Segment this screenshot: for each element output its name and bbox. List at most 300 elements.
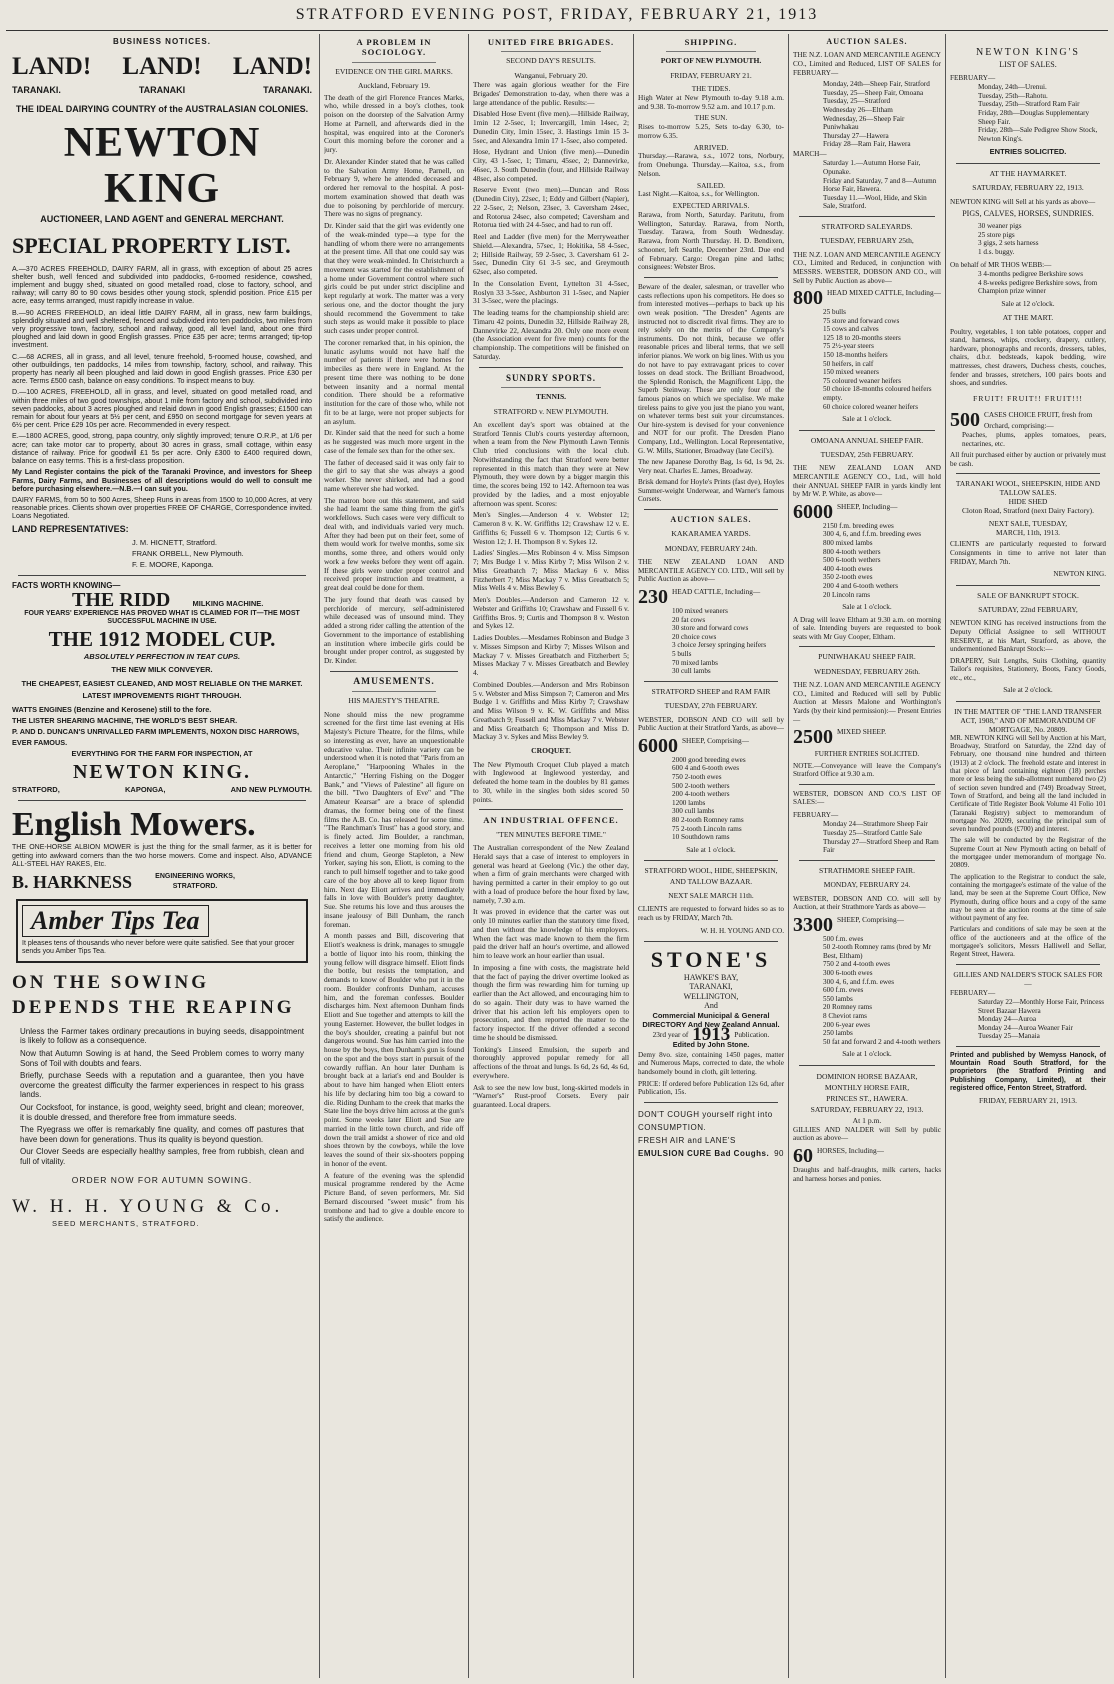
lot-item: 50 heifers, in calf	[823, 359, 874, 368]
croquet-heading: CROQUET.	[531, 746, 571, 756]
divider	[644, 860, 778, 861]
column-business-notices	[12, 34, 312, 1678]
cough-last-line	[638, 1147, 784, 1160]
sale-date-item: Wednesday 26—Eltham	[823, 105, 893, 114]
mart-text: Poultry, vegetables, 1 ton table potatoes, copper and stand, harness, whips, crockery, drapery, cutlery, hardware, phonographs and records, dressers, tables, chairs, d.b.r. bedsteads, kapok bedding, wire mattresses, chest drawers, Duchess chests, couches, fender and brasses, stretchers, 100 pairs boots and shoes, and sundries.	[950, 327, 1106, 388]
hide-next-date: MARCH, 11th, 1913.	[996, 528, 1060, 538]
saleyards-count: 800	[793, 287, 823, 310]
lot-item: 75 2-tooth Lincoln rams	[672, 824, 742, 833]
taranaki-word: TARANAKI.	[12, 85, 61, 96]
lot-item: 50 2-tooth Romney rams (bred by Mr Best, Eltham)	[823, 943, 932, 960]
shipping-body	[638, 85, 784, 272]
lot-item: 550 lambs	[823, 994, 853, 1003]
gn-feb-heading: FEBRUARY—	[950, 988, 996, 997]
article-para: A month passes and Bill, discovering that Eliott's weakness is drink, manages to smuggle a bottle of liquor into his room, thinking the young fellow will disgrace himself. Eliott finds the bottle, but resists the temptation, and demands to know of Boulder who put it in the room. Boulder confronts Dunham, accuses him, and the foreman confesses. Boulder discharges him. Next afternoon Dunham finds Eliott and Sue together and attempts to kill the young Easterner. However, the bullet lodges in the boy's shoulder, creating a painful but not dangerous wound. Sue has him carried into the house by the boys, then Dunham's gun is found on the spot and the boys start in pursuit of the cowardly ruffian. An hour later Dunham is brought back at a lariat's end and Boulder is about to have him hanged when Eliott enters his life by declaring him too big a coward to die. Riding Dunham to the creek that marks the State line the boys drive him across at the gun's point. Some weeks later Eliott and Sue are married in the little town church, and ride off down the trail amidst a shower of rice and old shoes thrown by the cowboys, while the love leaves the sound of their six-shooters popping in honor of the event.	[324, 931, 464, 1168]
tides-heading: THE TIDES.	[691, 84, 731, 94]
dresden-notice: Beware of the dealer, salesman, or traveller who casts reflections upon his competitors. He does so from interested motives—perhaps to back up his own weak position. "The Dresden" Agents are instructed not to discredit rival firms. They are to rely solely on the merits of the Company's instruments. Do not think, because we offer reasonable prices and liberal terms, that we sell inferior pianos. We work on big lines. With us you do not have to pay extravagant prices to cover losses on dead stock. The Brilliant Broadwood, the Splendid Ronisch, the Magnificent Lipp, the Superb Steinway. These are only four of the famous pianos on which we specialise. We make tireless pains to give you just the piano you want, on whatever terms best suit your circumstances. Our hire-system is devised for your convenience and NOT for our profit. The Dresden Piano Company, Ltd., Wellington. Local Representative, G. W. Mills, Stationer, Broadway (late Cecil's).	[638, 283, 784, 455]
tennis-heading: TENNIS.	[535, 392, 567, 402]
fruit-count: 500	[950, 409, 980, 432]
article-para: The jury found that death was caused by perchloride of mercury, self-administered while deceased was of unsound mind. They added a strong rider calling the attention of the Government to the importance of establishing an institution where imbecile girls could be brought under proper control, as suggested by Dr. Kinder.	[324, 594, 464, 666]
article-para: A feature of the evening was the splendid musical programme rendered by the Acme Picture Band, of seven performers, Mr. Sid Bernard discoursed "sweet music" from his trombone and had to give a double encore to satisfy the audience.	[324, 1170, 464, 1224]
entries-solicited: ENTRIES SOLICITED.	[989, 147, 1067, 157]
lot-item: 200 6-year ewes	[823, 1020, 871, 1029]
column-rule	[468, 34, 469, 1678]
land-word: LAND!	[232, 53, 312, 81]
lot-item: 20 choice cows	[672, 632, 717, 641]
lot-item: 10 Southdown rams	[672, 833, 730, 842]
stones-year: 1913	[692, 1023, 731, 1045]
auction-sales-heading: AUCTION SALES.	[826, 37, 908, 46]
sale-date-item: Tuesday, 25th—Stratford Ram Fair	[978, 100, 1080, 109]
sowing-para: Now that Autumn Sowing is at hand, the Seed Problem comes to worry many Sons of Toil with doubts and fears.	[20, 1048, 304, 1068]
stones-price: PRICE: If ordered before Publication 12s 6d, after Publication, 15s.	[638, 1079, 784, 1097]
pig-items	[964, 222, 1106, 256]
notices-body	[638, 283, 784, 504]
tennis-body	[473, 421, 629, 742]
gillies-count-line	[793, 1146, 941, 1166]
lot-item: 750 2 and 4-tooth ewes	[823, 960, 891, 969]
ideal-dairying: THE IDEAL DAIRYING COUNTRY of the AUSTRALASIAN COLONIES.	[15, 103, 309, 114]
fire-brigades-dateline: Wanganui, February 20.	[514, 70, 588, 80]
article-para: Ladies' Singles.—Mrs Robinson 4 v. Miss Simpson 7; Mrs Budge 1 v. Miss Kirby 7; Miss Wilson 2 v. Miss Greatbatch 7; Miss Mackay 6 v. Miss Fitzherbert 7; Miss Mackay 7 v. Miss Greatbatch 5; Miss Wells 4 v. Miss Bewley 6.	[473, 548, 629, 593]
lot-item: 75 2½-year steers	[823, 342, 874, 351]
omoana-items	[809, 522, 941, 599]
divider	[479, 367, 623, 368]
sowing-para: The Ryegrass we offer is remarkably fine quality, and comes off pastures that have been down for generations. Thus its quality is beyond question.	[20, 1125, 304, 1144]
haymarket-sale-time: Sale at 12 o'clock.	[1001, 298, 1055, 308]
sun-text: Rises to-morrow 5.25, Sets to-day 6.30, to-morrow 6.35.	[638, 122, 784, 140]
wool-heading: STRATFORD WOOL, HIDE, SHEEPSKIN, AND TALLOW BAZAAR.	[644, 866, 778, 886]
gillies-horses: Draughts and half-draughts, milk carters, hacks and harness horses and ponies.	[793, 1166, 941, 1183]
divider	[799, 646, 935, 647]
lot-item: 500 f.m. ewes	[823, 934, 864, 943]
article-para: It was proved in evidence that the carter was out only 10 minutes earlier than the statutory time fixed, and then without the knowledge of his employers. When the fact was made known to them the firm paid the driver half an hour's overtime, and allowed him to leave work an hour earlier than usual.	[473, 907, 629, 961]
sheep-fair-count: 6000	[638, 734, 678, 757]
omoana-date: TUESDAY, 25th FEBRUARY.	[820, 450, 914, 460]
divider	[644, 941, 778, 942]
divider	[956, 964, 1100, 965]
lot-item: 20 Lincoln rams	[823, 590, 871, 599]
machinery-list	[12, 704, 312, 759]
article-para: Hose, Hydrant and Union (five men).—Dunedin City, 43 1-5sec, 1; Timaru, 45sec, 2; Dannevirke, 46sec, 3. South Dunedin (four, and Hillside Railway 48sec, also competed.	[473, 147, 629, 183]
omoana-heading: OMOANA ANNUAL SHEEP FAIR.	[810, 435, 924, 445]
theatre-heading: HIS MAJESTY'S THEATRE.	[348, 696, 440, 706]
column-rule	[945, 34, 946, 1678]
taranaki-word: TARANAKI.	[263, 85, 312, 96]
sheep-fair-items	[658, 756, 784, 842]
strathmore-heading: STRATHMORE SHEEP FAIR.	[819, 865, 915, 875]
sheep-fair-heading: STRATFORD SHEEP and RAM FAIR	[651, 686, 771, 696]
sailed-text: Last Night.—Kaitoa, s.s., for Wellington.	[638, 189, 760, 199]
mart-heading: AT THE MART.	[1002, 313, 1054, 323]
property-item: B.—90 ACRES FREEHOLD, an ideal little DAIRY FARM, all in grass, new farm buildings, splendidly situated and well sheltered, fenced and subdivided into ten paddocks, two miles from very progressive town, factory, school and railway, good, all level land, about one third ploughed and laid down in good English grasses. Price £35 per acre; terms arranged; tip-top investment.	[12, 308, 312, 350]
fire-brigades-subheading: SECOND DAY'S RESULTS.	[506, 56, 596, 66]
sale-date-item: Wednesday, 26—Sheep Fair Puniwhakau	[823, 114, 905, 132]
article-para: Disabled Hose Event (five men).—Hillside Railway, 1min 12 2-5sec, 1; Invercargill, 1min 14sec, 2; Dunedin City, 1min 15sec, 3. Hastings 1min 15 3-5sec, and Alexandra 1min 17 1-5sec, also competed.	[473, 109, 629, 145]
divider	[956, 473, 1100, 474]
puniwhakau-further: FURTHER ENTRIES SOLICITED.	[814, 750, 920, 759]
divider	[644, 277, 778, 278]
lot-item: 300 4, 6, and f.f.m. ewes	[823, 977, 895, 986]
cheapest-line: THE CHEAPEST, EASIEST CLEANED, AND MOST RELIABLE ON THE MARKET.	[21, 678, 303, 688]
pigs-heading: PIGS, CALVES, HORSES, SUNDRIES.	[962, 209, 1094, 219]
omoana-count: 6000	[793, 500, 833, 523]
sowing-para: Briefly, purchase Seeds with a reputation and a guarantee, then you have overcome the greatest difficulty the farmer experiences in respect to his grass lands.	[20, 1071, 304, 1100]
lot-item: 150 mixed weaners	[823, 368, 879, 377]
article-para: The death of the girl Florence Frances Marks, who, while dressed in a boy's clothes, took poison on the doorstep of the Salvation Army Home at Parnell, and afterwards died in the hospital, was enquired into at the Coroner's Court this morning before the coroner and a jury.	[324, 92, 464, 155]
divider	[799, 784, 935, 785]
article-para: The matron bore out this statement, and said she had learnt the same thing from the girl's workfellows. Such cases were very difficult to deal with, and individuals varied very much. After they had been put on their feet, some of them would work for twelve months, some six months, some three, and others would only work a few weeks before they went off again. If these girls were under proper control and received proper instruction and treatment, a great deal could be done for them.	[324, 495, 464, 593]
divider	[644, 1102, 778, 1103]
lot-item: 3 gigs, 2 sets harness	[978, 239, 1039, 248]
sociology-body	[324, 94, 464, 666]
hide-next-sale: NEXT SALE, TUESDAY,	[988, 519, 1068, 529]
divider	[666, 51, 756, 52]
special-property-list: SPECIAL PROPERTY LIST.	[12, 232, 291, 258]
duncan-line: P. AND D. DUNCAN'S UNRIVALLED FARM IMPLEMENTS, NOXON DISC HARROWS, EVER FAMOUS.	[12, 726, 299, 747]
hide-location: Cloton Road, Stratford (next Dairy Factory).	[962, 506, 1094, 516]
milk-conveyer: THE NEW MILK CONVEYER.	[111, 665, 213, 675]
sun-heading: THE SUN.	[694, 113, 728, 123]
lot-item: 750 2-tooth ewes	[672, 773, 722, 781]
matter-heading: IN THE MATTER OF "THE LAND TRANSFER ACT, 1908," AND OF MEMORANDUM OF MORTGAGE, No. 20809.	[954, 706, 1102, 734]
lot-item: 600 4 and 6-tooth ewes	[672, 764, 740, 773]
english-mowers-text: THE ONE-HORSE ALBION MOWER is just the thing for the small farmer, as it is better for getting into awkward corners than the two horse mowers. Come and inspect. Also, ADVANCE ALL-STEEL HAY RAKES, Etc.	[12, 844, 312, 868]
divider	[956, 701, 1100, 702]
english-mowers-title: English Mowers.	[12, 806, 256, 844]
sociology-subheading: EVIDENCE ON THE GIRL MARKS.	[335, 66, 453, 76]
article-para: In the Consolation Event, Lyttelton 31 4-5sec, Roslyn 33 3-5sec, Ashburton 31 1-5sec, and Napier 31 3-5sec, were the placings.	[473, 278, 629, 306]
auction-sales-heading: AUCTION SALES.	[670, 515, 752, 525]
article-para: Ask to see the new low bust, long-skirted models in "Warner's" Rust-proof Corsets. Every pair guaranteed. Local drapers.	[473, 1082, 629, 1110]
sale-date-item: Monday, 24th—Urenui.	[978, 83, 1047, 92]
property-item: E.—1800 ACRES, good, strong, papa country, only slightly improved; tenure O.R.P., at 1/6 per acre; can take motor car to property, about 30 acres in grass, small cottage, within easy distance of railway. Price for goodwill £1 5s per acre. Only £300 to £400 required down, balance on easy terms. This is a first-class proposition.	[12, 432, 312, 466]
lot-item: 3 4-months pedigree Berkshire sows	[978, 269, 1083, 278]
stones-title: STONE'S	[650, 946, 772, 972]
sale-date-item: Saturday 1.—Autumn Horse Fair, Opunake.	[823, 159, 921, 176]
imprint-date: FRIDAY, FEBRUARY 21, 1913.	[979, 1095, 1077, 1105]
article-para: Reel and Ladder (five men) for the Merryweather Shield.—Alexandra, 57sec, 1; Hokitika, 58 4-5sec, 2; Hillside Railway, 59 2-5sec, 3. Caversham 61 2-5sec, Dunedin City 61 3-5 sec, and Greymouth 62sec, also competed.	[473, 232, 629, 277]
sale-date-item: Tuesday 25—Stratford Cattle Sale	[823, 828, 922, 837]
puniwhakau-text: THE N.Z. LOAN AND MERCANTILE AGENCY CO., Limited and Reduced will sell by Public Auction at Messrs Malone and Worthington's Yards (by their kind permission):— Present Entries—	[793, 681, 941, 724]
lot-item: 50 choice 18-months coloured heifers empty.	[823, 385, 932, 403]
lot-item: 25 store pigs	[978, 230, 1015, 239]
tennis-title: STRATFORD v. NEW PLYMOUTH.	[493, 406, 609, 416]
stones-place: TARANAKI,	[689, 982, 733, 992]
lot-item: 125 18 to 20-months steers	[823, 333, 901, 342]
fruit-note: All fruit purchased either by auction or privately must be cash.	[950, 451, 1106, 468]
cough-line: DON'T COUGH yourself right into CONSUMPTION.	[638, 1109, 773, 1132]
divider	[18, 575, 306, 576]
divider	[352, 62, 436, 63]
sailed-heading: SAILED.	[697, 180, 725, 190]
land-reps-heading: LAND REPRESENTATIVES:	[12, 523, 129, 534]
saleyards-count-label: HEAD MIXED CATTLE, Including—	[827, 288, 941, 298]
dominion-heading: DOMINION HORSE BAZAAR,	[816, 1071, 918, 1081]
bankrupt-date: SATURDAY, 22nd FEBRUARY,	[978, 604, 1078, 614]
arrived-heading: ARRIVED.	[693, 142, 729, 152]
lot-item: 800 4-tooth wethers	[823, 547, 881, 556]
wool-signature: W. H. H. YOUNG AND CO.	[700, 926, 784, 935]
saleyards-date: TUESDAY, FEBRUARY 25th,	[820, 236, 914, 246]
lot-item: 5 bulls	[672, 650, 692, 659]
wool-text: CLIENTS are requested to forward hides so as to reach us by FRIDAY, March 7th.	[638, 905, 784, 922]
nz-march-list	[809, 159, 941, 211]
hoyle-notice: Brisk demand for Hoyle's Prints (fast dye), Hoyles Summer-weight Underwear, and Warner's famous Corsets.	[638, 478, 784, 504]
taranaki-banner	[12, 85, 312, 95]
ridd-line	[72, 589, 312, 612]
hide-sales	[950, 479, 1106, 537]
stones-places	[638, 973, 784, 1011]
fruit-count-line	[950, 410, 1106, 431]
nk-brand: NEWTON KING'S	[976, 47, 1080, 58]
watts-line: WATTS ENGINES (Benzine and Kerosene) still to the fore.	[12, 704, 212, 714]
sale-date-item: Tuesday, 25th—Rahotu.	[978, 91, 1048, 100]
divider	[330, 671, 458, 672]
newton-king-footer: NEWTON KING.	[72, 760, 252, 783]
strathmore-sale-time: Sale at 1 o'clock.	[842, 1049, 892, 1059]
sheep-fair-date: TUESDAY, 27th FEBRUARY.	[664, 701, 758, 711]
theatre-body	[324, 711, 464, 1225]
divider	[799, 216, 935, 217]
sale-date-item: Friday, 28th—Douglas Supplementary Sheep Fair.	[978, 109, 1090, 126]
sheep-fair-sale-time: Sale at 1 o'clock.	[686, 844, 736, 854]
strathmore-count: 3300	[793, 913, 833, 936]
article-para: The father of deceased said it was only fair to the girl to say that she was always a good worker. She never shirked, and had a good name wherever she had worked.	[324, 457, 464, 493]
ridd-title: THE RIDD	[72, 589, 171, 612]
bankrupt-items: DRAPERY, Suit Lengths, Suits Clothing, quantity Tailor's requisites, Stationery, Boots, Fancy Goods, etc., etc.,	[950, 656, 1106, 682]
haymarket-heading: AT THE HAYMARKET.	[989, 168, 1067, 178]
lot-item: 75 store and forward cows	[823, 316, 900, 325]
matter-body	[950, 734, 1106, 959]
lot-item: 200 4-tooth wethers	[672, 790, 730, 799]
lot-item: 2000 good breeding ewes	[672, 755, 746, 764]
saleyards-items	[809, 308, 941, 411]
amusements-heading: AMUSEMENTS.	[353, 676, 435, 687]
article-para: There was again glorious weather for the Fire Brigades' Demonstration to-day, when there was a large attendance of the public. Results:—	[473, 80, 629, 107]
divider	[501, 387, 601, 388]
sowing-para: Our Clover Seeds are especially healthy samples, free from rubbish, clean and full of vitality.	[20, 1147, 304, 1166]
amber-tips-logo: Amber Tips Tea	[22, 905, 209, 937]
reaping-title: DEPENDS THE REAPING	[12, 996, 295, 1018]
lot-item: 20 fat cows	[672, 615, 706, 624]
kakaramea-count-label: HEAD CATTLE, Including—	[672, 587, 761, 597]
newton-king-title: NEWTON KING	[63, 120, 261, 213]
lot-item: 8 Cheviot rams	[823, 1012, 867, 1021]
wd-feb-heading: FEBRUARY—	[793, 810, 839, 819]
lot-item: 300 cull lambs	[672, 807, 715, 816]
article-para: Combined Doubles.—Anderson and Mrs Robinson 5 v. Webster and Miss Simpson 7; Cameron and Mrs Budge 1 v. Griffiths and Miss Kirby 7; Crawshaw and Miss Wilson 9 v. K. W. Griffiths and Miss Greatbatch 9; Fussell and Miss Mackay 7 v. Webster and Miss Greatbatch 6; Thompson and Miss D. Mackay 3 v. Sykes and Miss Bewley 9.	[473, 679, 629, 742]
nk-feb-list	[964, 83, 1106, 143]
kakaramea-count-line	[638, 587, 784, 607]
sale-date-item: Saturday 22—Monthly Horse Fair, Princess Street Bazaar Hawera	[978, 998, 1105, 1015]
lot-item: 300 6-tooth ewes	[823, 969, 873, 978]
hide-heading: TARANAKI WOOL, SHEEPSKIN, HIDE AND TALLOW SALES.	[955, 479, 1101, 498]
japanese-notice: The new Japanese Dorothy Bag, 1s 6d, 1s 9d, 2s. Very neat. Charles E. James, Broadway.	[638, 458, 784, 475]
everything-line: EVERYTHING FOR THE FARM FOR INSPECTION, AT	[71, 748, 253, 758]
divider	[956, 585, 1100, 586]
order-now: ORDER NOW FOR AUTUMN SOWING.	[71, 1174, 253, 1185]
young-name: W. H. H. YOUNG & Co.	[12, 1195, 284, 1217]
column-shipping	[638, 34, 784, 1678]
lot-item: 20 Romney rams	[823, 1003, 873, 1012]
lot-item: 800 mixed lambs	[823, 539, 873, 547]
article-para: The Australian correspondent of the New Zealand Herald says that a case of interest to employers in general was heard at Geelong (Vic.) the other day, when a firm of grain merchants were charged with having permitted a carter in their employ to go out with a load of produce before the hour fixed by law, namely, 7.30 a.m.	[473, 843, 629, 905]
column-rule	[319, 34, 320, 1678]
article-para: The coroner remarked that, in his opinion, the lunatic asylums would not have half the number of patients if there were homes for imbeciles as there were in England. At the present time there was nothing to be done between insanity and a normal mental condition. There should be a reformative institution for the care of those who, while not fit to be at large, were not proper subjects for an asylum.	[324, 337, 464, 426]
article-para: Ladies Doubles.—Mesdames Robinson and Budge 3 v. Misses Simpson and Kirby 7; Misses Wilson and Mackay 7 v. Misses Greatbatch and Fitzherbert 5; Misses Mackay 7 v. Misses Greatbatch and Bewley 4.	[473, 633, 629, 678]
wd-list-heading: WEBSTER, DOBSON AND CO.'S LIST OF SALES:—	[793, 789, 941, 807]
column-rule	[633, 34, 634, 1678]
article-para: Dr. Kinder said that the need for such a home as he suggested was much more urgent in the case of the female sex than for the other sex.	[324, 428, 464, 455]
latest-line: LATEST IMPROVEMENTS RIGHT THROUGH.	[82, 690, 242, 700]
lot-item: 1200 lambs	[672, 798, 706, 807]
divider	[352, 691, 436, 692]
haymarket-text: NEWTON KING will Sell at his yards as above—	[950, 197, 1096, 206]
sheep-fair-text: WEBSTER, DOBSON AND CO will sell by Public Auction at their Stratford Yards, as above—	[638, 715, 784, 733]
property-items	[12, 265, 312, 521]
stones-and: And	[704, 1001, 718, 1011]
sale-date-item: Friday, 28th—Sale Pedigree Show Stock, Newton King's.	[978, 126, 1098, 143]
towns-line	[12, 785, 312, 795]
strathmore-count-label: SHEEP, Comprising—	[837, 914, 904, 924]
saleyards-heading: STRATFORD SALEYARDS.	[821, 221, 913, 231]
newton-king-subtitle: AUCTIONEER, LAND AGENT and GENERAL MERCHANT.	[40, 214, 284, 225]
gillies-text: GILLIES AND NALDER will Sell by public auction as above—	[793, 1125, 941, 1143]
divider	[799, 430, 935, 431]
stones-editor: Edited by John Stone.	[672, 1040, 750, 1050]
land-banner	[12, 53, 312, 81]
bazaar-date: SATURDAY, FEBRUARY 22, 1913.	[810, 1104, 924, 1114]
sale-date-item: Tuesday 11.—Wool, Hide, and Skin Sale, Stratford.	[823, 193, 927, 211]
matter-para: Particulars and conditions of sale may be seen at the office of the auctioneers and at the office of the mortgagee's solicitors, Messrs Halliwell and Sellar, Regent Street, Hawera.	[950, 925, 1106, 959]
saleyards-count-line	[793, 288, 941, 308]
town: AND NEW PLYMOUTH.	[230, 784, 312, 794]
sale-date-item: Monday 24—Auroa Weaner Fair	[978, 1023, 1073, 1032]
puniwhakau-heading: PUNIWHAKAU SHEEP FAIR.	[818, 652, 916, 662]
cough-line: FRESH AIR and LANE'S	[638, 1135, 736, 1145]
nz-loan-list-text: THE N.Z. LOAN AND MERCANTILE AGENCY CO., Limited and Reduced, LIST OF SALES for FEBRUARY—	[793, 51, 941, 77]
divider	[644, 509, 778, 510]
model-cup-title: THE 1912 MODEL CUP.	[48, 626, 276, 651]
harkness-subtitle: ENGINEERING WORKS, STRATFORD.	[155, 872, 235, 891]
omoana-count-label: SHEEP, Including—	[837, 501, 898, 511]
nk-list-heading: LIST OF SALES.	[999, 60, 1057, 70]
ridd-experience: FOUR YEARS' EXPERIENCE HAS PROVED WHAT IS CLAIMED FOR IT—THE MOST SUCCESSFUL MACHINE IN USE.	[24, 609, 300, 625]
amber-tips-ad	[16, 899, 308, 963]
column-rule	[788, 34, 789, 1678]
puniwhakau-date: WEDNESDAY, FEBRUARY 26th.	[814, 666, 920, 676]
lot-item: 100 mixed weaners	[672, 607, 728, 616]
nz-feb-list	[809, 80, 941, 149]
kakaramea-heading: KAKARAMEA YARDS.	[671, 529, 751, 539]
land-rep: F. E. MOORE, Kaponga.	[132, 559, 214, 569]
sale-date-item: Monday, 24th—Sheep Fair, Stratford	[823, 80, 930, 89]
omoana-count-line	[793, 502, 941, 522]
dairy-farms: DAIRY FARMS, from 50 to 500 Acres, Sheep Runs in areas from 1500 to 10,000 Acres, at very reasonable prices. Clients shown over properties FREE OF CHARGE, Correspondence invited. Loans Negotiated.	[12, 495, 312, 521]
stones-year-pre: 23rd year of	[652, 1029, 689, 1039]
tides-text: High Water at New Plymouth to-day 9.18 a.m. and 9.38. To-morrow 9.52 a.m. and 10.17 p.m.	[638, 92, 784, 111]
fire-brigades-heading: UNITED FIRE BRIGADES.	[487, 37, 615, 47]
omoana-drag: A Drag will leave Eltham at 9.30 a.m. on morning of sale. Intending buyers are requested to book seats with Mr Guy Cooper, Eltham.	[793, 615, 941, 641]
fire-brigades-body	[473, 81, 629, 362]
harkness-name: B. HARKNESS	[12, 872, 133, 893]
offence-subheading: "TEN MINUTES BEFORE TIME."	[496, 829, 606, 839]
article-para: Men's Doubles.—Anderson and Cameron 12 v. Webster and Griffiths 10; Crawshaw and Fussell 6 v. Griffiths Bros. 9; Curtis and Thompson 8 v. Weston and Sykes 12.	[473, 595, 629, 631]
arrived-text: Thursday.—Rarawa, s.s., 1072 tons, Norbury, from Onehunga. Thursday.—Kaitoa, s.s., from Nelson.	[638, 151, 784, 178]
horse-bazaar	[793, 1071, 941, 1126]
lot-item: 30 store and forward cows	[672, 624, 749, 633]
sale-date-item: Tuesday, 25—Stratford	[823, 97, 891, 106]
nk-signature: NEWTON KING.	[1053, 570, 1106, 579]
sowing-para: Unless the Farmer takes ordinary precautions in buying seeds, disappointment is likely to follow as a consequence.	[20, 1026, 304, 1046]
sale-date-item: Monday 24—Strathmore Sheep Fair	[823, 820, 928, 829]
kakaramea-date: MONDAY, FEBRUARY 24th.	[664, 543, 758, 553]
article-para: Dr. Alexander Kinder stated that he was called to the Salvation Army Home, Parnell, on February 9, where he attended deceased and ordered her removal to the hospital. A post-mortem examination showed that death was due to poisoning by perchloride of mercury. There was no signs of pregnancy.	[324, 156, 464, 219]
property-item: D.—100 ACRES, FREEHOLD, all in grass, and level, situated on good metalled road, and within three miles of two good townships, about 1 mile from factory and school, subdivided into seven paddocks, about 3 acres ploughed and relaid down in good English grasses; £1500 can remain for about four years at 5½ per cent, and £950 on second mortgage for seven years at 6½ per cent. Price £29 10s per acre. Recommended in every respect.	[12, 388, 312, 430]
property-item: C.—68 ACRES, all in grass, and all level, tenure freehold, 5-roomed house, cowshed, and other outbuildings, ten paddocks, 14 miles from township, factory, school, and railway. This property has nearly all been ploughed and laid down in good English grasses. Price £30 per acre. Terms £500 cash, balance on easy conditions. To inspect means to buy.	[12, 352, 312, 386]
omoana-sale-time: Sale at 1 o'clock.	[842, 602, 892, 612]
haymarket-date: SATURDAY, FEBRUARY 22, 1913.	[972, 183, 1084, 193]
clients-notice: CLIENTS are particularly requested to forward Consignments in time to arrive not later than FRIDAY, March 7th.	[950, 540, 1106, 566]
kakaramea-count: 230	[638, 586, 668, 609]
lot-item: 1 d.s. buggy.	[978, 247, 1015, 256]
sale-date-item: Thursday 27—Hawera	[823, 131, 889, 140]
column-auction-sales	[793, 34, 941, 1678]
lot-item: 200 4 and 6-tooth wethers	[823, 581, 899, 590]
imprint: Printed and published by Wemyss Hanock, of Mountain Road South Stratford, for the proprietors (the Stratford Printing and Publishing Company, Limited), at their registered office, Fenton Street, Stratford.	[950, 1051, 1106, 1092]
port-date: FRIDAY, FEBRUARY 21.	[670, 70, 752, 80]
young-subtitle: SEED MERCHANTS, STRATFORD.	[52, 1218, 200, 1228]
shipping-heading: SHIPPING.	[684, 37, 738, 47]
column-fire-brigades	[473, 34, 629, 1678]
sociology-heading: A PROBLEM IN SOCIOLOGY.	[356, 37, 432, 58]
land-rep: FRANK ORBELL, New Plymouth.	[132, 548, 244, 558]
town: KAPONGA,	[124, 784, 166, 794]
fruit-heading: FRUIT! FRUIT!! FRUIT!!!	[972, 393, 1084, 403]
expected-text: Rarawa, from North, Saturday. Paritutu, from Wellington, Saturday. Rarawa, from North, Tuesday. Tarawa, from South Wednesday. Rarawa, from North Thursday. H. D. Bendixen, schooner, left Seattle, December 23rd. Due end of February. Cargo: Oregan pine and laths; consignees: Webster Bros.	[638, 209, 784, 272]
bazaar-time: At 1 p.m.	[852, 1115, 882, 1125]
sale-date-item: Thursday 27—Stratford Sheep and Ram Fair	[823, 837, 939, 855]
lot-item: 50 fat and forward 2 and 4-tooth wethers	[823, 1037, 941, 1046]
divider	[479, 809, 623, 810]
gillies-count-label: HORSES, Including—	[817, 1146, 884, 1155]
lot-item: 2150 f.m. breeding ewes	[823, 521, 894, 530]
lot-item: 500 6-tooth wethers	[823, 556, 881, 565]
march-heading: MARCH—	[793, 149, 827, 158]
lot-item: 75 coloured weaner heifers	[823, 376, 902, 385]
strathmore-text: WEBSTER, DOBSON AND CO. will sell by Auction, at their Strathmore Yards as above—	[793, 894, 941, 912]
sale-date-item: Tuesday 25—Manaia	[978, 1032, 1040, 1041]
ridd-subtitle: MILKING MACHINE.	[192, 599, 264, 609]
divider	[799, 1065, 935, 1066]
article-para: Men's Singles.—Anderson 4 v. Webster 12; Cameron 8 v. K. W. Griffiths 12; Crawshaw 12 v. E. Griffiths 6; Fussell 6 v. Thompson 12; Curtis 6 v. Weston 12; J. H. Thompson 8 v. Sykes 12.	[473, 510, 629, 546]
lot-item: 80 2-tooth Romney rams	[672, 815, 744, 824]
article-para: An excellent day's sport was obtained at the Stratford Tennis Club's courts yesterday afternoon, when a team from the New Plymouth Lawn Tennis Club tried conclusions with the local club. Notwithstanding the fact that Stratford were better represented in this match than they were at New Plymouth, they were down by a bigger margin this time, the scores being 192 to 142. Afternoon tea was provided by the ladies, and a most enjoyable afternoon was spent. Scores:	[473, 419, 629, 508]
land-reps	[132, 537, 312, 570]
divider	[644, 681, 778, 682]
lot-item: 150 18-months heifers	[823, 351, 888, 360]
column-newton-king-sales	[950, 34, 1106, 1678]
lot-item: 250 lambs	[823, 1029, 853, 1038]
lot-item: 70 mixed lambs	[672, 658, 718, 667]
gillies-count: 60	[793, 1145, 813, 1167]
wool-next-sale: NEXT SALE MARCH 11th.	[668, 890, 754, 900]
croquet-text: The New Plymouth Croquet Club played a match with Inglewood at Inglewood yesterday, and defeated the home team in the doubles by 81 games to 30, while in the singles both sides scored 50 points.	[473, 759, 629, 804]
sheep-fair-count-line	[638, 736, 784, 756]
sowing-title: ON THE SOWING	[12, 971, 210, 993]
matter-para: MR. NEWTON KING will Sell by Auction at his Mart, Broadway, Stratford on Saturday, the 22nd day of February, one thousand nine hundred and thirteen (1913) at 2 o'clock. The freehold estate and interest in that piece of land containing eighteen (18) perches more or less being the sub-allotment numbered two (2) of section seven hundred and (749) Broadway Street, Town of Stratford, and being all the land included in Certificate of Title Register Book Volume 41 Folio 101 (Taranaki Registry) subject to memorandum of mortgage No. 20209, securing the principal sum of seven hundred pounds (£700) and interest.	[950, 733, 1106, 834]
